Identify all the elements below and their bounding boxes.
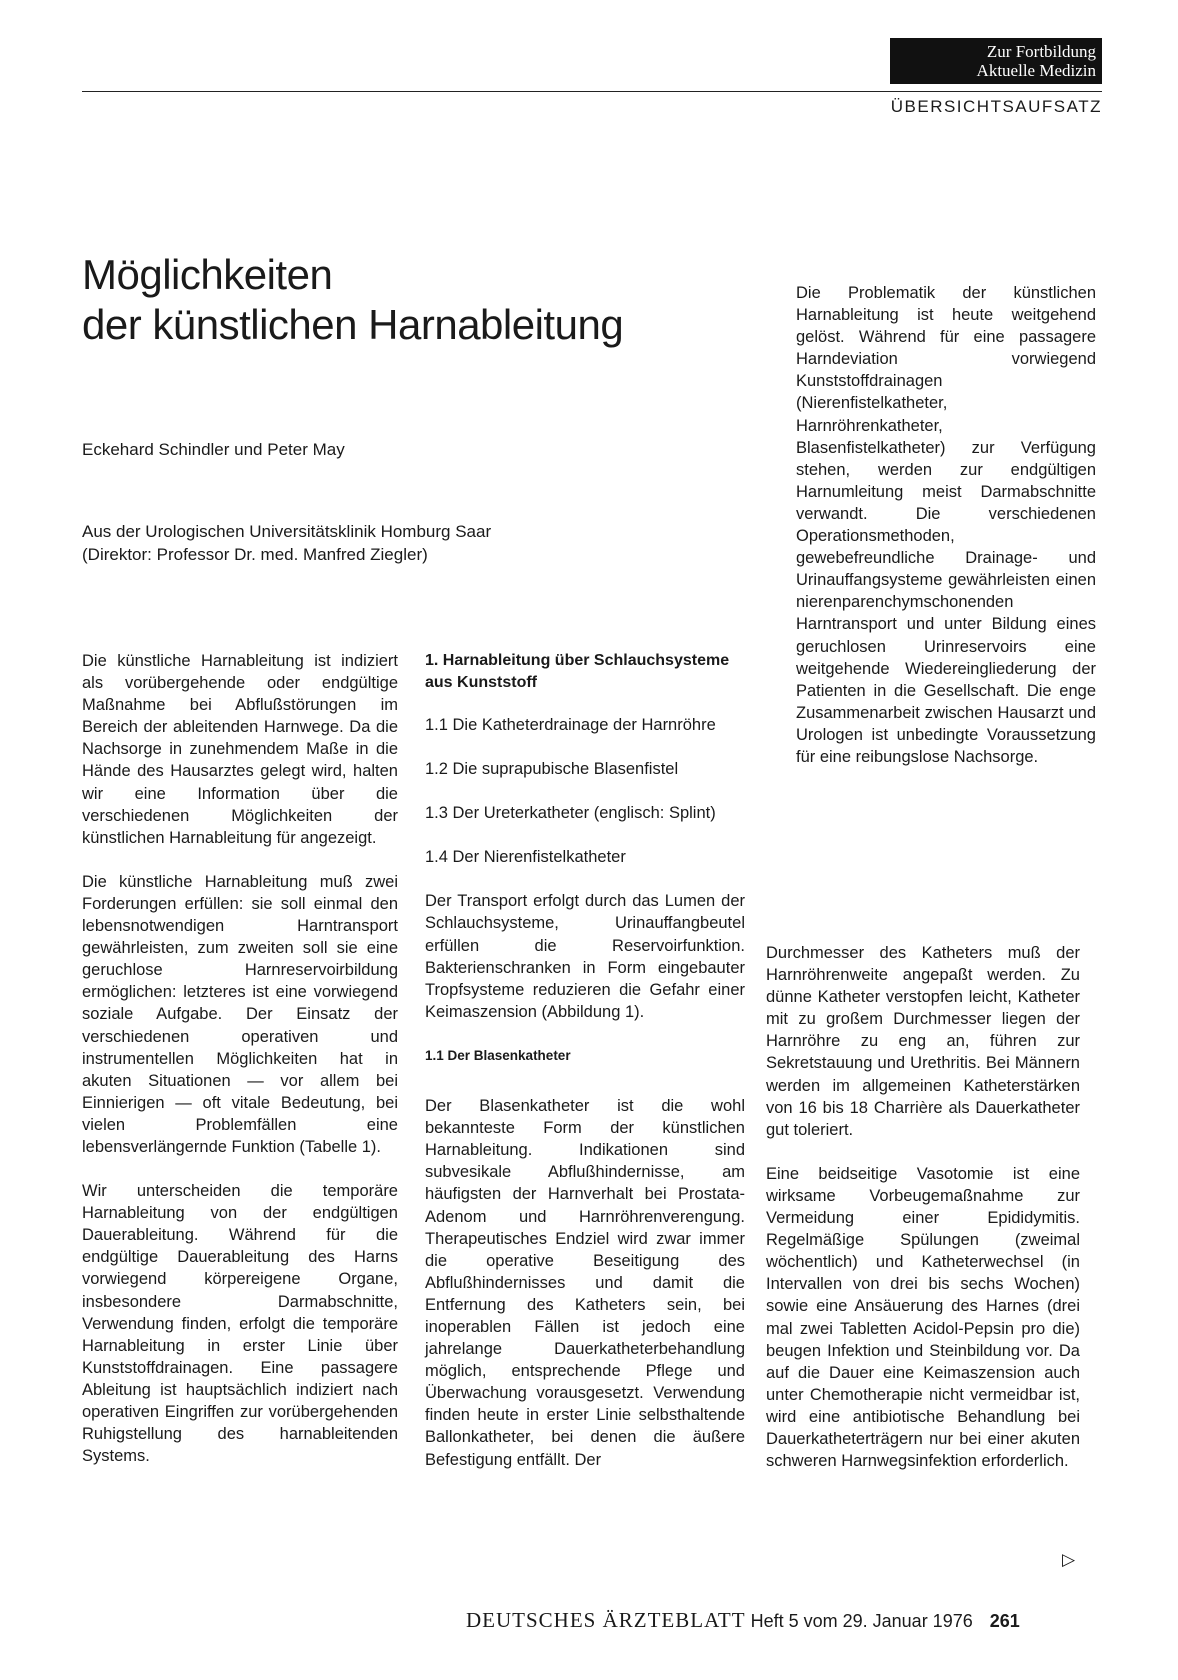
column-1 (82, 650, 398, 1489)
title-line-1: Möglichkeiten (82, 251, 333, 298)
title-line-2: der künstlichen Harnableitung (82, 301, 624, 348)
section-badge (890, 38, 1102, 84)
section-label: ÜBERSICHTSAUFSATZ (890, 97, 1102, 116)
paragraph: Der Blasenkatheter ist die wohl bekannteste Form der künstlichen Harnableitung. Indikationen sind subvesikale Abflußhindernisse, am häufigsten der Harnverhalt bei Prostata-Adenom und Harnröhrenverengung. Therapeutisches Endziel wird zwar immer die operative Beseitigung des Abflußhindernisses und damit die Entfernung des Katheters sein, bei inoperablen Fällen ist jedoch eine jahrelange Dauerkatheterbehandlung möglich, entsprechende Pflege und Überwachung vorausgesetzt. Verwendung finden heute in erster Linie selbsthaltende Ballonkatheter, bei denen die äußere Befestigung entfällt. Der (425, 1097, 745, 1469)
subsection-heading: 1.1 Der Blasenkatheter (425, 1047, 571, 1063)
affiliation-line-1: Aus der Urologischen Universitätsklinik Homburg Saar (82, 522, 492, 541)
continue-arrow-icon: ▷ (1062, 1550, 1076, 1569)
issue-info: Heft 5 vom 29. Januar 1976 (750, 1611, 973, 1631)
journal-name: DEUTSCHES ÄRZTEBLATT (466, 1608, 746, 1632)
page-number: 261 (989, 1611, 1020, 1631)
badge-line-1: Zur Fortbildung (986, 42, 1096, 61)
column-3 (766, 942, 1080, 1494)
paragraph: Die künstliche Harnableitung muß zwei Forderungen erfüllen: sie soll einmal den lebensnotwendigen Harntransport gewährleisten, zum zweiten soll sie eine geruchlose Harnreservoirbildung ermöglichen: letzteres ist eine vorwiegend soziale Aufgabe. Der Einsatz der verschiedenen operativen und instrumentellen Möglichkeiten hat in akuten Situationen — vor allem bei Einnierigen — oft vitale Bedeutung, bei vielen Problemfällen eine lebensverlängernde Funktion (Tabelle 1). (82, 872, 398, 1156)
paragraph: Der Transport erfolgt durch das Lumen der Schlauchsysteme, Urinauffangbeutel erfüllen die Reservoirfunktion. Bakterienschranken in Form eingebauter Tropfsysteme reduzieren die Gefahr einer Keimaszension (Abbildung 1). (425, 892, 745, 1021)
page-footer (466, 1608, 1020, 1633)
paragraph: Wir unterscheiden die temporäre Harnableitung von der endgültigen Dauerableitung. Während für die endgültige Dauerableitung des Harns vorwiegend körpereigene Organe, insbesondere Darmabschnitte, Verwendung finden, erfolgt die temporäre Harnableitung in erster Linie über Kunststoffdrainagen. Eine passagere Ableitung ist hauptsächlich indiziert nach operativen Eingriffen zur vorübergehenden Ruhigstellung des harnableitenden Systems. (82, 1182, 398, 1466)
toc-item: 1.2 Die suprapubische Blasenfistel (425, 760, 679, 779)
section-heading: 1. Harnableitung über Schlauchsysteme aus Kunststoff (425, 652, 730, 691)
affiliation (82, 520, 491, 566)
article-title (82, 250, 702, 350)
abstract-text: Die Problematik der künstlichen Harnableitung ist heute weitgehend gelöst. Während für eine passagere Harndeviation vorwiegend Kunststoffdrainagen (Nierenfistelkatheter, Harnröhrenkatheter, Blasenfistelkatheter) zur Verfügung stehen, werden zur endgültigen Harnumleitung meist Darmabschnitte verwandt. Die verschiedenen Operationsmethoden, gewebefreundliche Drainage- und Urinauffangsysteme gewährleisten einen nierenparenchymschonenden Harntransport und unter Bildung eines geruchlosen Urinreservoirs eine weitgehende Wiedereingliederung der Patienten in die Gesellschaft. Die enge Zusammenarbeit zwischen Hausarzt und Urologen ist unbedingte Voraussetzung für eine reibungslose Nachsorge. (796, 284, 1096, 766)
paragraph: Die künstliche Harnableitung ist indiziert als vorübergehende oder endgültige Maßnahme bei Abflußstörungen im Bereich der ableitenden Harnwege. Da die Nachsorge in zunehmendem Maße in die Hände des Hausarztes gelegt wird, halten wir eine Information über die verschiedenen Möglichkeiten der künstlichen Harnableitung für angezeigt. (82, 652, 398, 847)
toc-item: 1.1 Die Katheterdrainage der Harnröhre (425, 716, 716, 734)
abstract (796, 282, 1096, 790)
column-2 (425, 650, 745, 1493)
paragraph: Eine beidseitige Vasotomie ist eine wirksame Vorbeugemaßnahme zur Vermeidung einer Epididymitis. Regelmäßige Spülungen (zweimal wöchentlich) und Katheterwechsel (in Intervallen von drei bis sechs Wochen) sowie eine Ansäuerung des Harnes (drei mal zwei Tabletten Acidol-Pepsin pro die) beugen Infektion und Steinbildung vor. Da auf die Dauer eine Keimaszension auch unter Chemotherapie nicht vermeidbar ist, wird eine antibiotische Behandlung bei Dauerkatheterträgern nur bei einer akuten schweren Harnwegsinfektion erforderlich. (766, 1164, 1080, 1471)
header-rule (82, 91, 1102, 92)
paragraph: Durchmesser des Katheters muß der Harnröhrenweite angepaßt werden. Zu dünne Katheter verstopfen leicht, Katheter mit zu großem Durchmesser liegen der Harnröhre zu eng an, führen zur Sekretstauung und Urethritis. Bei Männern werden im allgemeinen Katheterstärken von 16 bis 18 Charrière als Dauerkatheter gut toleriert. (766, 944, 1080, 1139)
authors: Eckehard Schindler und Peter May (82, 440, 345, 459)
badge-line-2: Aktuelle Medizin (976, 61, 1096, 80)
toc-item: 1.4 Der Nierenfistelkatheter (425, 848, 626, 867)
affiliation-line-2: (Direktor: Professor Dr. med. Manfred Ziegler) (82, 545, 428, 564)
toc-item: 1.3 Der Ureterkatheter (englisch: Splint) (425, 804, 716, 823)
